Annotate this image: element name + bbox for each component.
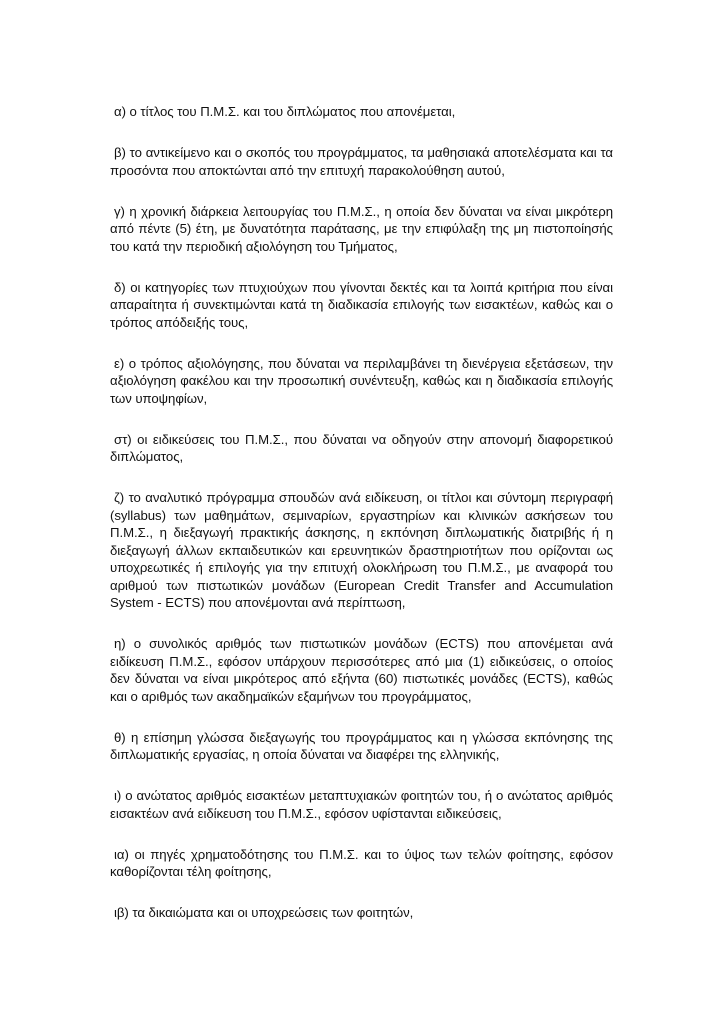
paragraph-b: β) το αντικείμενο και ο σκοπός του προγράμματος, τα μαθησιακά αποτελέσματα και τα προσόντα που αποκτώνται από την επιτυχή παρακολούθηση αυτού, bbox=[110, 145, 613, 178]
paragraph-ib: ιβ) τα δικαιώματα και οι υποχρεώσεις των φοιτητών, bbox=[114, 905, 414, 920]
paragraph-d: δ) οι κατηγορίες των πτυχιούχων που γίνονται δεκτές και τα λοιπά κριτήρια που είναι απαραίτητα ή συνεκτιμώνται κατά τη διαδικασία επιλογής των εισακτέων, καθώς και ο τρόπος απόδειξής τους, bbox=[110, 279, 613, 330]
paragraph-c: γ) η χρονική διάρκεια λειτουργίας του Π.Μ.Σ., η οποία δεν δύναται να είναι μικρότερη από πέντε (5) έτη, με δυνατότητα παράτασης, με την επιφύλαξη της μη πιστοποίησής του κατά την περιοδική αξιολόγηση του Τμήματος, bbox=[110, 203, 613, 254]
paragraph-z: ζ) το αναλυτικό πρόγραμμα σπουδών ανά ειδίκευση, οι τίτλοι και σύντομη περιγραφή (syllabus) των μαθημάτων, σεμιναρίων, εργαστηρίων και κλινικών ασκήσεων του Π.Μ.Σ., η διεξαγωγή πρακτικής άσκησης, η εκπόνηση διπλωματικής διατριβής ή η διεξαγωγή άλλων εκπαιδευτικών και ερευνητικών δραστηριοτήτων που ορίζονται ως υποχρεωτικές ή επιλογής για την επιτυχή ολοκλήρωση του Π.Μ.Σ., με αναφορά του αριθμού των πιστωτικών μονάδων (European Credit Transfer and Accumulation System - ECTS) που απονέμονται ανά περίπτωση, bbox=[110, 490, 613, 610]
paragraph-a: α) ο τίτλος του Π.Μ.Σ. και του διπλώματος που απονέμεται, bbox=[114, 104, 456, 119]
paragraph-i: η) ο συνολικός αριθμός των πιστωτικών μονάδων (ECTS) που απονέμεται ανά ειδίκευση Π.Μ.Σ., εφόσον υπάρχουν περισσότερες από μια (1) ειδικεύσεις, ο οποίος δεν δύναται να είναι μικρότερος από εξήντα (60) πιστωτικές μονάδες (ECTS), καθώς και ο αριθμός των ακαδημαϊκών εξαμήνων του προγράμματος, bbox=[110, 636, 613, 704]
paragraph-th: θ) η επίσημη γλώσσα διεξαγωγής του προγράμματος και η γλώσσα εκπόνησης της διπλωματικής εργασίας, η οποία δύναται να διαφέρει της ελληνικής, bbox=[110, 729, 613, 762]
paragraph-iota: ι) ο ανώτατος αριθμός εισακτέων μεταπτυχιακών φοιτητών του, ή ο ανώτατος αριθμός εισακτέων ανά ειδίκευση του Π.Μ.Σ., εφόσον υφίστανται ειδικεύσεις, bbox=[110, 788, 613, 821]
paragraph-ia: ια) οι πηγές χρηματοδότησης του Π.Μ.Σ. και το ύψος των τελών φοίτησης, εφόσον καθορίζονται τέλη φοίτησης, bbox=[110, 846, 613, 879]
paragraph-st: στ) οι ειδικεύσεις του Π.Μ.Σ., που δύναται να οδηγούν στην απονομή διαφορετικού διπλώματος, bbox=[110, 431, 613, 464]
paragraph-e: ε) ο τρόπος αξιολόγησης, που δύναται να περιλαμβάνει τη διενέργεια εξετάσεων, την αξιολόγηση φακέλου και την προσωπική συνέντευξη, καθώς και η διαδικασία επιλογής των υποψηφίων, bbox=[110, 355, 613, 406]
document-page bbox=[110, 103, 613, 922]
